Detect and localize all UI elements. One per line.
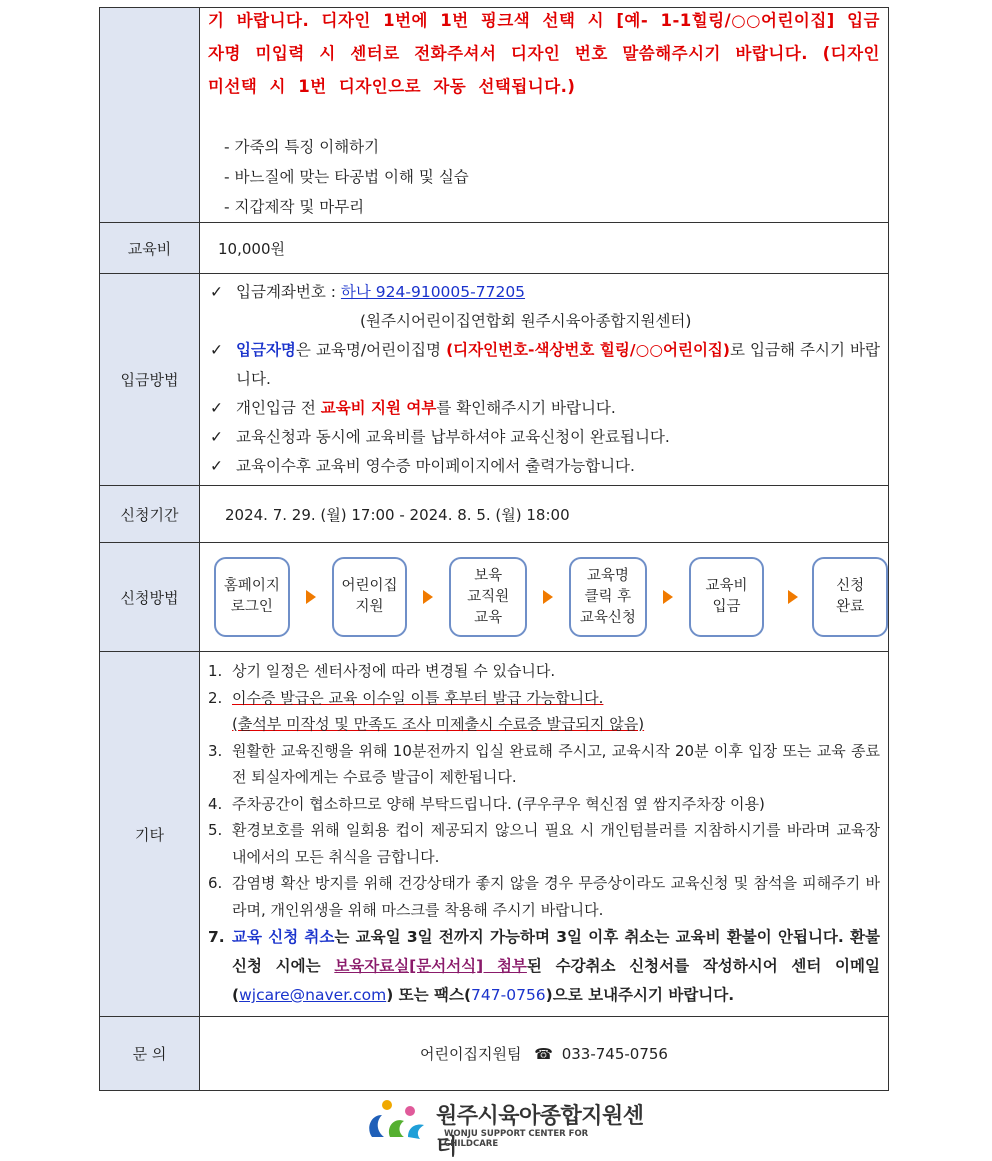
intro-label-cell (100, 8, 200, 223)
etc-notes (200, 652, 889, 1017)
step-text: 교육비 (705, 578, 748, 594)
design-notice: 기 바랍니다. 디자인 1번에 1번 핑크색 선택 시 [예- 1-1힐링/○○어린이집] 입금자명 미입력 시 센터로 전화주셔서 디자인 번호 말씀해주시기 바랍니다. (디자인 미선택 시 1번 디자인으로 자동 선택됩니다.) (208, 11, 880, 96)
cancel-highlight: 교육 신청 취소 (232, 928, 335, 946)
intro-content (200, 8, 889, 223)
payment-line5-text: 교육이수후 교육비 영수증 마이페이지에서 출력가능합니다. (236, 457, 635, 475)
step-login (214, 557, 290, 637)
center-name-ko: 원주시육아종합지원센터 (436, 1104, 644, 1160)
note-number: 6. (208, 874, 223, 892)
check-icon: ✓ (210, 399, 223, 417)
note-1 (208, 658, 880, 685)
personal-post: 를 확인해주시기 바랍니다. (436, 399, 616, 417)
arrow-right-icon (543, 590, 553, 604)
arrow-right-icon (306, 590, 316, 604)
step-text: 교직원 (467, 588, 510, 605)
document-library-link[interactable]: 보육자료실[문서서식] 첨부 (334, 957, 527, 975)
check-icon: ✓ (210, 457, 223, 475)
account-number[interactable]: 하나 924-910005-77205 (340, 283, 526, 301)
center-name-en: WONJU SUPPORT CENTER FOR CHILDCARE (444, 1129, 589, 1149)
step-staff-education (449, 557, 527, 637)
note-text: )으로 보내주시기 바랍니다. (545, 986, 735, 1004)
step-text: 입금 (712, 599, 741, 615)
note-number: 3. (208, 741, 223, 760)
step-text: 신청 (836, 578, 865, 594)
method-label: 신청방법 (100, 543, 200, 652)
depositor-row (208, 336, 880, 394)
step-text: 어린이집 (341, 578, 398, 594)
check-icon: ✓ (210, 428, 223, 446)
center-logo (364, 1093, 644, 1160)
note-text: (출석부 미작성 및 만족도 조사 미제출시 수료증 발급되지 않음) (232, 715, 645, 733)
note-text: 는 교육일 3일 전까지 가능하며 3일 이후 취소는 교육비 환불이 안됩니다. 환불신청 시에는 (232, 928, 880, 975)
depositor-end: 로 입금해 주시기 바랍니다. (236, 341, 880, 388)
period-label: 신청기간 (100, 486, 200, 543)
note-3 (208, 738, 880, 791)
logo-icon (364, 1093, 434, 1145)
note-text: 원활한 교육진행을 위해 10분전까지 입실 완료해 주시고, 교육시작 20분 이후 입장 또는 교육 종료 전 퇴실자에게는 수료증 발급이 제한됩니다. (232, 741, 880, 786)
depositor-mid: 은 교육명/어린이집명 (295, 341, 447, 359)
note-number: 1. (208, 662, 223, 680)
payment-label: 입금방법 (100, 274, 200, 486)
arrow-right-icon (423, 590, 433, 604)
account-label: 입금계좌번호 : (236, 283, 341, 301)
step-daycare-support (332, 557, 408, 637)
email-link[interactable]: wjcare@naver.com (239, 986, 387, 1004)
note-number: 5. (208, 821, 223, 839)
step-fee-payment (689, 557, 765, 637)
fee-label: 교육비 (100, 223, 200, 274)
contact-label: 문 의 (100, 1017, 200, 1091)
curriculum-item: - 지갑제작 및 마무리 (224, 198, 365, 216)
application-flow (200, 545, 888, 650)
step-text: 완료 (836, 599, 865, 615)
curriculum-item: - 바느질에 맞는 타공법 이해 및 실습 (224, 168, 469, 186)
note-6 (208, 870, 880, 923)
depositor-example: (디자인번호-색상번호 힐링/○○어린이집) (446, 341, 730, 359)
note-text: 된 수강취소 신청서를 작성하시어 센터 이메일( (232, 957, 880, 1004)
step-course-apply (569, 557, 647, 637)
note-number: 7. (208, 928, 225, 946)
payment-line4-text: 교육신청과 동시에 교육비를 납부하셔야 교육신청이 완료됩니다. (236, 428, 670, 446)
note-text: 이수증 발급은 교육 이수일 이틀 후부터 발급 가능합니다. (232, 688, 604, 707)
note-4 (208, 791, 880, 818)
step-text: 교육명 (586, 567, 629, 584)
check-icon: ✓ (210, 283, 223, 301)
depositor-name: 입금자명 (236, 341, 296, 359)
note-text: ) 또는 팩스( (386, 986, 472, 1004)
personal-pre: 개인입금 전 (236, 399, 321, 417)
step-text: 홈페이지 (223, 578, 280, 594)
contact-content (200, 1017, 889, 1091)
note-text: 환경보호를 위해 일회용 컵이 제공되지 않으니 필요 시 개인텀블러를 지참하시기를 바라며 교육장 내에서의 모든 취식을 금합니다. (232, 821, 880, 866)
personal-red: 교육비 지원 여부 (320, 399, 437, 417)
step-text: 클릭 후 (584, 588, 632, 605)
curriculum-item: - 가죽의 특징 이해하기 (224, 138, 380, 156)
fax-number: 747-0756 (471, 986, 546, 1004)
step-text: 교육신청 (579, 609, 636, 626)
fee-value: 10,000원 (200, 223, 889, 274)
step-text: 보육 (474, 567, 503, 584)
contact-team: 어린이집지원팀 (420, 1045, 522, 1063)
note-number: 4. (208, 794, 223, 813)
arrow-right-icon (663, 590, 673, 604)
arrow-right-icon (788, 590, 798, 604)
note-text: 주차공간이 협소하므로 양해 부탁드립니다. (쿠우쿠우 혁신점 옆 쌈지주차장 이용) (232, 794, 765, 813)
step-text: 지원 (355, 599, 384, 615)
payment-line4 (208, 423, 880, 452)
step-complete (812, 557, 888, 637)
account-holder: (원주시어린이집연합회 원주시육아종합지원센터) (360, 312, 692, 330)
method-content (200, 543, 889, 652)
note-text: 감염병 확산 방지를 위해 건강상태가 좋지 않을 경우 무증상이라도 교육신청 및 참석을 피해주기 바라며, 개인위생을 위해 마스크를 착용해 주시기 바랍니다. (232, 874, 880, 919)
period-value: 2024. 7. 29. (월) 17:00 - 2024. 8. 5. (월) 18:00 (200, 486, 889, 543)
etc-label: 기타 (100, 652, 200, 1017)
payment-content (200, 274, 889, 486)
account-row (208, 278, 880, 307)
note-2 (208, 685, 880, 712)
note-5 (208, 817, 880, 870)
step-text: 로그인 (230, 599, 273, 615)
phone-icon: ☎ (534, 1045, 553, 1063)
step-text: 교육 (474, 609, 503, 626)
note-2-sub (208, 711, 880, 738)
note-number: 2. (208, 688, 223, 707)
personal-row (208, 394, 880, 423)
contact-phone: 033-745-0756 (561, 1045, 668, 1063)
curriculum-list (208, 132, 880, 222)
note-7 (208, 923, 880, 1010)
course-info-table (99, 7, 889, 1091)
note-text: 상기 일정은 센터사정에 따라 변경될 수 있습니다. (232, 662, 556, 680)
check-icon: ✓ (210, 341, 223, 359)
payment-line5 (208, 452, 880, 481)
